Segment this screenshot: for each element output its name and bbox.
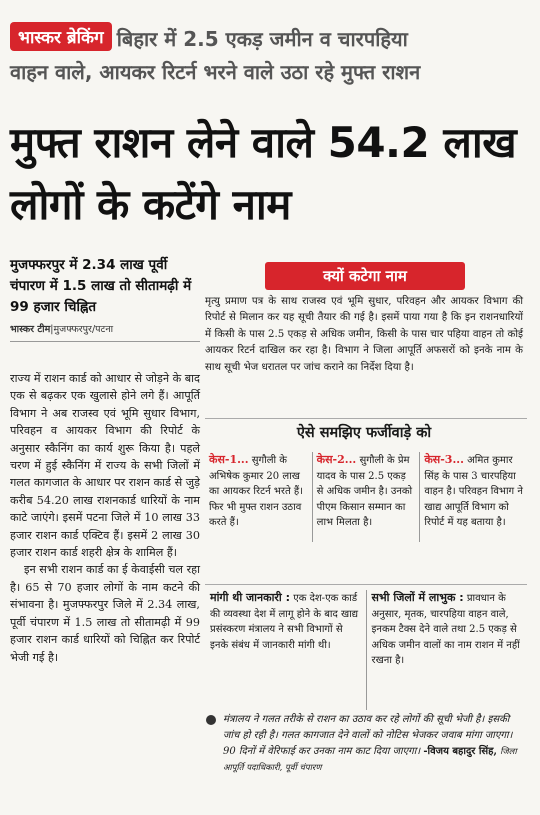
divider <box>205 418 527 419</box>
quote-icon <box>205 714 217 726</box>
info-left <box>205 590 367 710</box>
headline: मुफ्त राशन लेने वाले 54.2 लाख लोगों के कटेंगे नाम <box>10 118 517 229</box>
byline-team: भास्कर टीम <box>10 324 51 335</box>
quote-author: -विजय बहादुर सिंह, <box>423 746 497 757</box>
official-quote <box>205 712 527 776</box>
breaking-line <box>10 22 528 102</box>
case-2-title: केस-2... <box>316 453 357 466</box>
info-left-title: मांगी थी जानकारी : <box>210 591 290 604</box>
byline <box>10 322 200 342</box>
case-2-text: सुगौली के प्रेम यादव के पास 2.5 एकड़ से अधिक जमीन है। उनको पीएम किसान सम्मान का लाभ मिलता है। <box>316 455 413 529</box>
case-1 <box>205 452 313 542</box>
info-right <box>367 590 528 710</box>
info-right-text: प्रावधान के अनुसार, मृतक, चारपहिया वाहन वाले, इनकम टैक्स देने वाले तथा 2.5 एकड़ से अधिक जमीन वालों का नाम राशन में नहीं रखना है। <box>371 593 520 667</box>
why-title: क्यों कटेगा नाम <box>265 262 465 290</box>
info-left-text: एक देश-एक कार्ड की व्यवस्था देश में लागू होने के बाद खाद्य प्रसंस्करण मंत्रालय ने सभी विभागों से इनके संबंध में जानकारी मांगी थी। <box>210 593 359 651</box>
case-2 <box>313 452 421 542</box>
body-paragraph-1: राज्य में राशन कार्ड को आधार से जोड़ने के बाद एक से बढ़कर एक खुलासे होने लगे हैं। आपूर्ति विभाग ने अब राजस्व एवं भूमि सुधार विभाग, परिवहन व आयकर विभाग की रिपोर्ट के अनुसार स्कैनिंग का कार्य शुरू किया है। पहले चरण में हुई स्कैनिंग में राज्य के सभी जिलों में गलत कागजात के आधार पर राशन कार्ड से जुड़े करीब 54.20 लाख राशनकार्ड धारियों के नाम काटे जाएंगे। इसमें पटना जिले में 10 लाख 33 हजार राशन कार्ड एक्टिव हैं। इसमें 2 लाख 30 हजार राशन कार्ड शहरी क्षेत्र के शामिल हैं। <box>10 372 200 560</box>
quote-designation: जिला आपूर्ति पदाधिकारी, पूर्वी चंपारण <box>223 747 517 773</box>
left-column <box>10 255 200 666</box>
case-3-title: केस-3... <box>424 453 464 466</box>
article-body <box>10 370 200 666</box>
divider <box>205 584 527 585</box>
kicker: मुजफ्फरपुर में 2.34 लाख पूर्वी चंपारण में 1.5 लाख तो सीतामढ़ी में 99 हजार चिह्नित <box>10 257 192 315</box>
explain-title: ऐसे समझिए फर्जीवाड़े को <box>296 425 432 441</box>
sidebar-box <box>205 262 530 784</box>
info-right-title: सभी जिलों में लाभुक : <box>371 591 464 604</box>
why-body: मृत्यु प्रमाण पत्र के साथ राजस्व एवं भूमि सुधार, परिवहन और आयकर विभाग की रिपोर्ट से मिलान कर यह सूची तैयार की गई है। इसमें पाया गया है कि इन राशनधारियों में किसी के पास 2.5 एकड़ से अधिक जमीन, किसी के पास चार पहिया वाहन तो कोई आयकर रिटर्न दाखिल कर रहा है। विभाग ने जिला आपूर्ति अफसरों को इनके नाम के साथ सूची भेज धरातल पर जांच कराने का निर्देश दिया है। <box>205 296 523 373</box>
info-row <box>205 590 527 710</box>
case-3-text: अमित कुमार सिंह के पास 3 चारपहिया वाहन है। परिवहन विभाग ने खाद्य आपूर्ति विभाग को रिपोर्ट में यह बताया है। <box>424 455 523 529</box>
case-1-title: केस-1... <box>209 453 249 466</box>
body-paragraph-2: इन सभी राशन कार्ड का ई केवाईसी चल रहा है। 65 से 70 हजार लोगों के नाम कटने की संभावना है। मुजफ्फरपुर जिले में 2.34 लाख, पूर्वी चंपारण में 1.5 लाख तो सीतामढ़ी में 99 हजार राशन कार्ड धारियों को चिह्नित कर रिपोर्ट भेजी गई है। <box>10 563 200 664</box>
subheadline-line-2: वाहन वाले, आयकर रिटर्न भरने वाले उठा रहे मुफ्त राशन <box>10 60 421 84</box>
case-3 <box>420 452 527 542</box>
case-1-text: सुगौली के अभिषेक कुमार 20 लाख का आयकर रिटर्न भरते हैं। फिर भी मुफ्त राशन उठाव करते हैं। <box>209 455 303 529</box>
quote-text: मंत्रालय ने गलत तरीके से राशन का उठाव कर रहे लोगों की सूची भेजी है। इसकी जांच हो रही है। गलत कागजात देने वालों को नोटिस भेजकर जवाब मांगा जाएगा। 90 दिनों में वेरिफाई कर उनका नाम काट दिया जाएगा। <box>223 714 513 757</box>
byline-place: |मुजफ्फरपुर/पटना <box>50 324 114 335</box>
cases-row <box>205 452 527 542</box>
breaking-tag: भास्कर ब्रेकिंग <box>10 22 112 51</box>
subheadline-line-1: बिहार में 2.5 एकड़ जमीन व चारपहिया <box>116 27 408 51</box>
